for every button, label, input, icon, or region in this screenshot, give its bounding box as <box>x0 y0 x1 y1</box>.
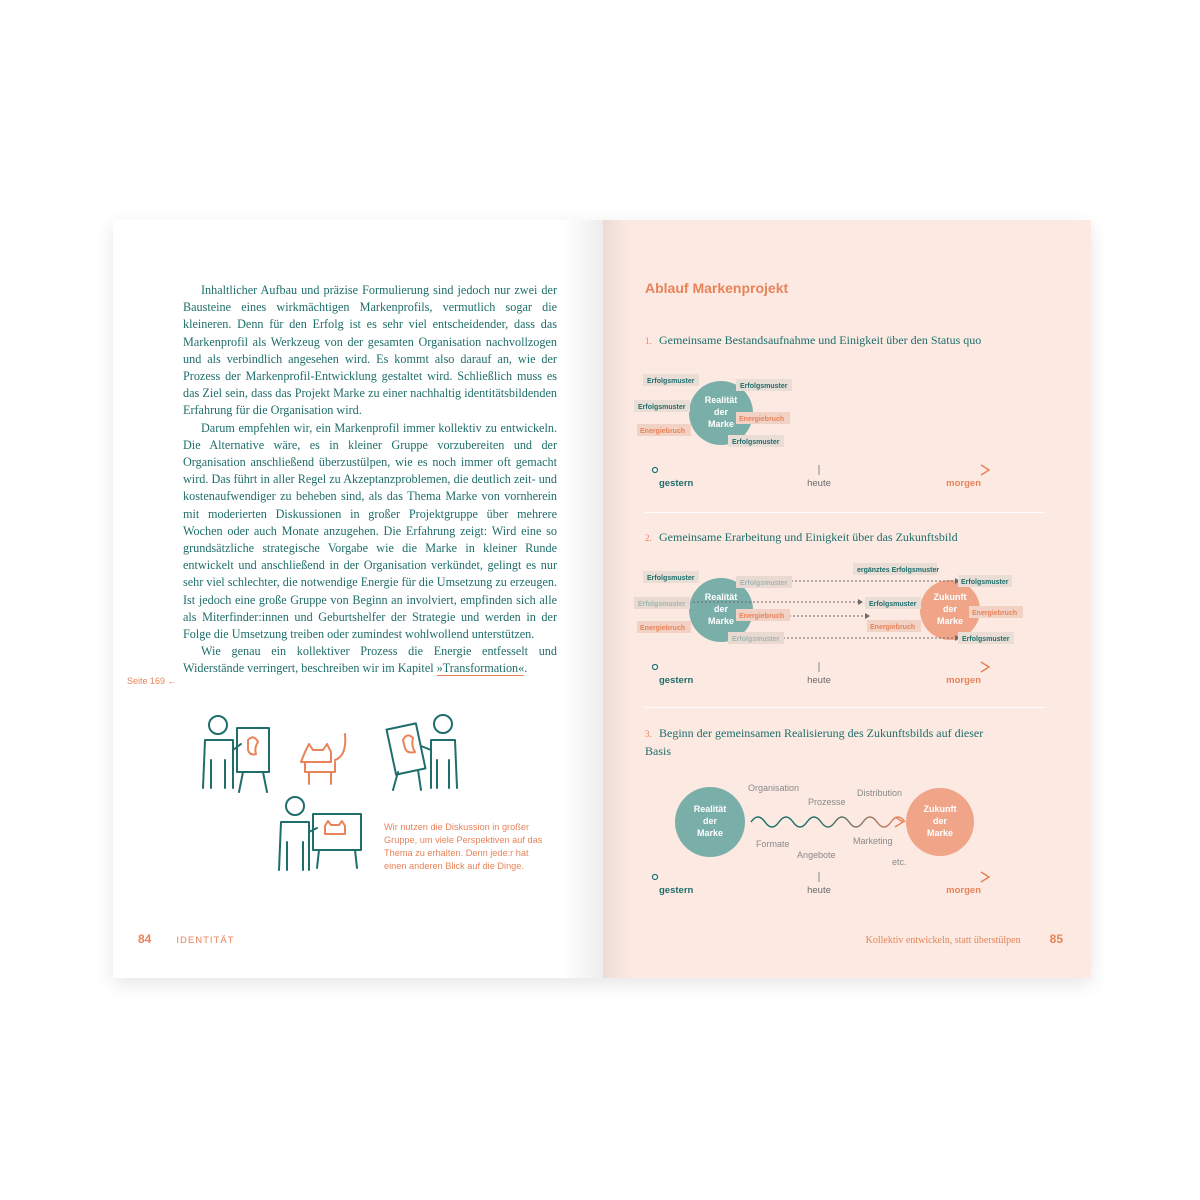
tag-success-4: Erfolgsmuster <box>732 439 780 446</box>
label-prozesse: Prozesse <box>808 797 846 807</box>
future-label-2: der <box>942 604 958 614</box>
step-2-text: Gemeinsame Erarbeitung und Einigkeit über das Zukunftsbild <box>659 530 958 544</box>
right-page-footer <box>866 932 1063 946</box>
timeline-3-past: gestern <box>659 885 694 896</box>
reality3-label-3: Marke <box>696 828 724 838</box>
future-label-1: Zukunft <box>933 592 967 602</box>
timeline-3-now: heute <box>807 885 831 896</box>
timeline-1-past: gestern <box>659 478 694 489</box>
reality3-label-2: der <box>702 816 718 826</box>
tag-break-2: Energiebruch <box>640 428 686 435</box>
left-page <box>113 220 603 978</box>
wavy-path <box>751 817 905 827</box>
reality-label-1: Realität <box>704 395 738 405</box>
cat-icon <box>301 734 345 784</box>
process-diagrams <box>603 220 1091 978</box>
tag2-added: ergänztes Erfolgsmuster <box>857 567 940 574</box>
label-angebote: Angebote <box>797 850 836 860</box>
section-label: IDENTITÄT <box>176 935 235 946</box>
timeline-2-past: gestern <box>659 675 694 686</box>
person-board-center-icon <box>279 797 361 870</box>
future3-label-2: der <box>932 816 948 826</box>
paragraph-3-end: . <box>524 661 528 676</box>
reality-label-3: Marke <box>707 419 735 429</box>
tag-success-2: Erfolgsmuster <box>740 383 788 390</box>
tag2-success-4: Erfolgsmuster <box>732 636 780 643</box>
label-organisation: Organisation <box>748 783 800 793</box>
paragraph-1: Inhaltlicher Aufbau und präzise Formulierung sind jedoch nur zwei der Bausteine eines wirkmächtigen Markenprofils, vermutlich sogar die kleineren. Denn für den Erfolg ist es sehr viel entscheidender, dass das Markenprofil als Werkzeug von der gesamten Organisation nachvollzogen und als verbindlich angesehen wird. Es kommt also darauf an, wie der Prozess der Markenprofil-Entwicklung gestaltet wird. Schließlich muss es das Ziel sein, dass das Projekt Marke zu einer nachhaltig identitätsbildenden Erfahrung für die Organisation wird. <box>183 283 557 418</box>
left-page-number <box>138 932 235 946</box>
label-distribution: Distribution <box>857 788 903 798</box>
tag2-break-3: Energiebruch <box>972 610 1018 617</box>
diagram-step-3 <box>653 783 990 896</box>
reality2-label-1: Realität <box>704 592 738 602</box>
timeline-3-future: morgen <box>946 885 981 896</box>
reality-label-2: der <box>713 407 729 417</box>
book-spread <box>113 220 1091 978</box>
running-head: Kollektiv entwickeln, statt überstülpen <box>865 935 1021 946</box>
future3-label-3: Marke <box>926 828 954 838</box>
tag2-break-4: Energiebruch <box>870 624 916 631</box>
paragraph-2: Darum empfehlen wir, ein Markenprofil immer kollektiv zu entwickeln. Die Alternative wäre, es in kleiner Gruppe vorzubereiten und der Organisation anschließend überzustülpen, wie es noch immer oft gemacht wird. Das führt in aller Regel zu Akzeptanzproblemen, die deutlich zeit- und kostenaufwendiger zu beheben sind, als das Thema Marke von vornherein mit moderierten Diskussionen in großer Projektgruppe über mehrere Wochen oder auch Monate anzugehen. Die Erfahrung zeigt: Wird eine so grundsätzliche strategische Vorgabe wie die Marke in kleiner Runde entwickelt und anschließend in der Organisation verkündet, gelingt es nur sehr viel schlechter, die notwendige Energie für die Umsetzung zu erzeugen. Ist jedoch eine große Gruppe von Beginn an involviert, empfinden sich alle als Miterfinder:innen und Geburtshelfer der Strategie und werden in der Folge die Umsetzung treiben oder zumindest wohlwollend unterstützen. <box>183 420 557 642</box>
diagram-step-1 <box>634 374 989 489</box>
timeline-2-future: morgen <box>946 675 981 686</box>
tag2-success-1: Erfolgsmuster <box>647 575 695 582</box>
transformation-link[interactable]: »Transformation« <box>436 661 525 676</box>
diagram-step-2 <box>634 563 1023 686</box>
page-number-84: 84 <box>138 932 152 946</box>
tag2-success-2: Erfolgsmuster <box>740 580 788 587</box>
label-etc: etc. <box>892 857 907 867</box>
tag-success-1: Erfolgsmuster <box>647 378 695 385</box>
reality2-label-2: der <box>713 604 729 614</box>
future-label-3: Marke <box>936 616 964 626</box>
tag2-success-5: Erfolgsmuster <box>961 579 1009 586</box>
label-marketing: Marketing <box>853 836 893 846</box>
tag2-success-6: Erfolgsmuster <box>869 601 917 608</box>
tag-success-3: Erfolgsmuster <box>638 404 686 411</box>
illustration-caption: Wir nutzen die Diskussion in großer Gruppe, um viele Perspektiven auf das Thema zu erhalten. Denn jede:r hat einen anderen Blick auf die Dinge. <box>384 822 543 871</box>
tag2-break-1: Energiebruch <box>739 613 785 620</box>
person-easel-left-icon <box>203 716 269 792</box>
timeline-2-now: heute <box>807 675 831 686</box>
step-1-number: 1. <box>645 336 652 346</box>
person-easel-right-icon <box>387 715 457 790</box>
reality3-label-1: Realität <box>693 804 727 814</box>
future3-label-1: Zukunft <box>923 804 957 814</box>
step-3-number: 3. <box>645 729 652 739</box>
page-reference-note[interactable]: Seite 169 ← <box>127 676 177 686</box>
timeline-1-future: morgen <box>946 478 981 489</box>
tag2-success-3: Erfolgsmuster <box>638 601 686 608</box>
paragraph-3 <box>183 643 557 677</box>
tag2-break-2: Energiebruch <box>640 625 686 632</box>
step-3-text: Beginn der gemeinsamen Realisierung des Zukunftsbilds auf dieser Basis <box>645 726 984 758</box>
tag-break-1: Energiebruch <box>739 416 785 423</box>
body-text <box>183 282 557 678</box>
reality2-label-3: Marke <box>707 616 735 626</box>
paragraph-3-start: Wie genau ein kollektiver Prozess die Energie entfesselt und Widerstände verringert, beschreiben wir im Kapitel <box>183 644 557 676</box>
timeline-1-now: heute <box>807 478 831 489</box>
step-1-text: Gemeinsame Bestandsaufnahme und Einigkeit über den Status quo <box>659 333 982 347</box>
right-page <box>603 220 1091 978</box>
tag2-success-7: Erfolgsmuster <box>962 636 1010 643</box>
label-formate: Formate <box>756 839 790 849</box>
diagram-title: Ablauf Markenprojekt <box>645 280 789 296</box>
step-2-number: 2. <box>645 533 652 543</box>
page-number-85: 85 <box>1049 932 1063 946</box>
